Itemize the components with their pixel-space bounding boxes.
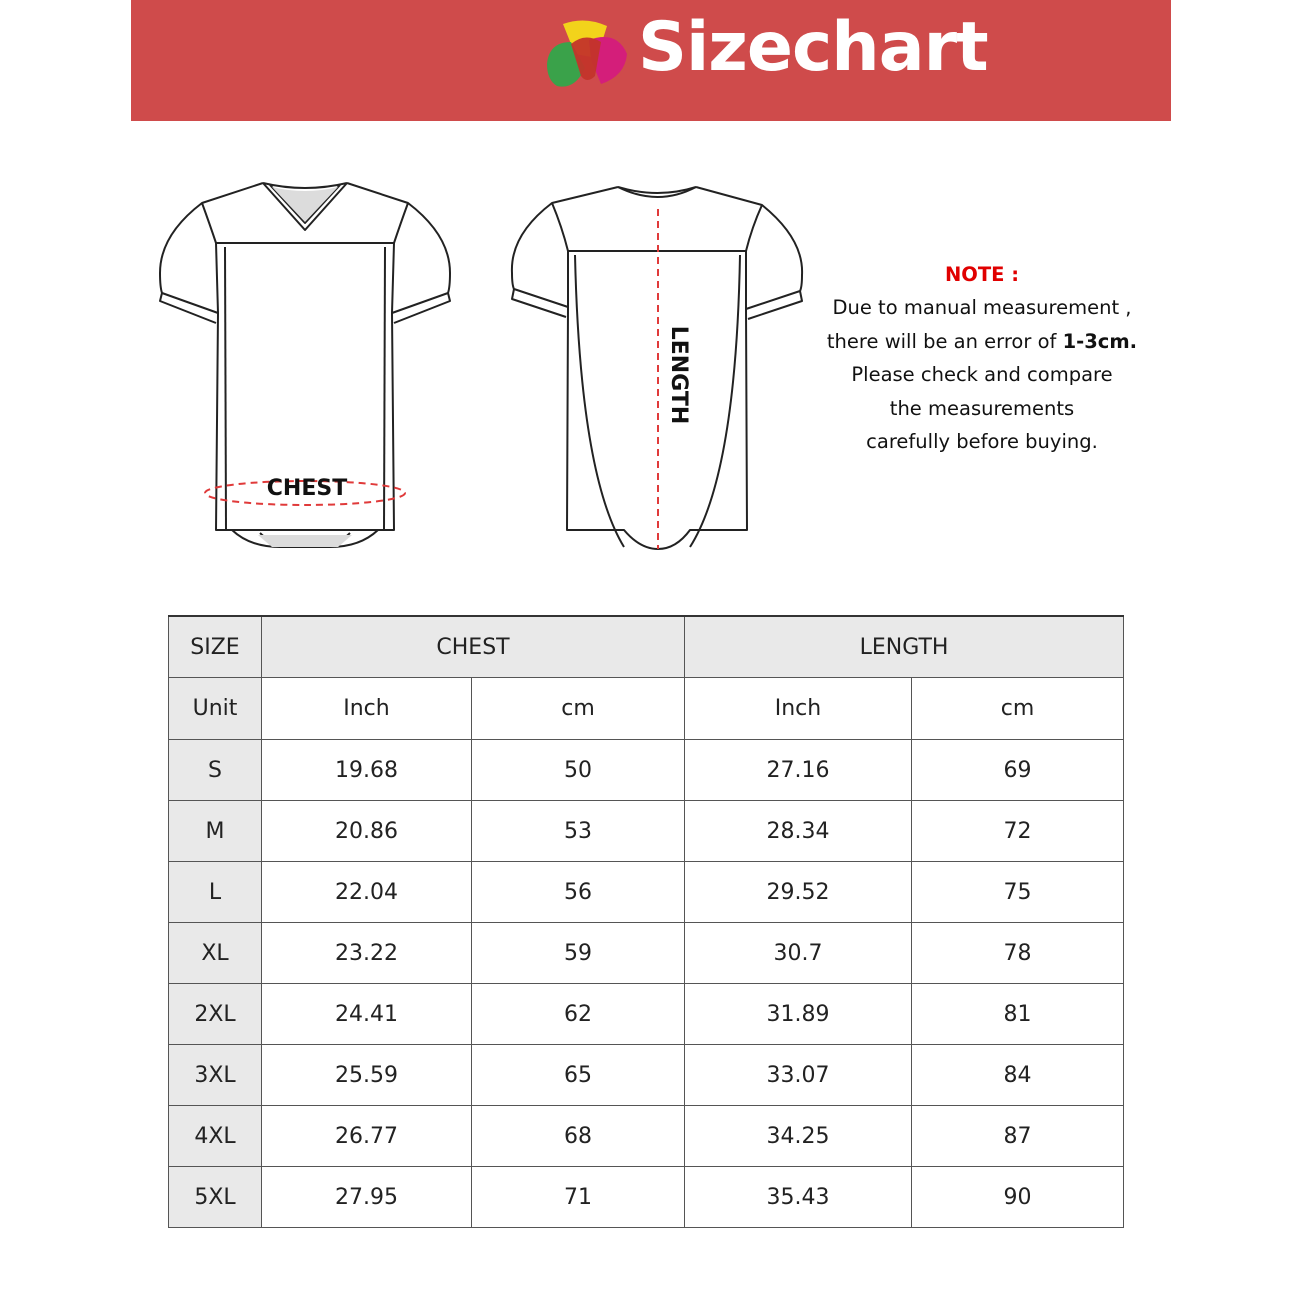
unit-chest-inch: Inch [262, 678, 472, 740]
cell-length-cm: 87 [912, 1106, 1124, 1167]
cell-chest-cm: 68 [472, 1106, 685, 1167]
cell-length-inch: 35.43 [685, 1167, 912, 1228]
note-line-2-text: there will be an error of [826, 329, 1063, 353]
table-header-row [169, 616, 1124, 678]
cell-size: 4XL [169, 1106, 262, 1167]
length-measure-label: LENGTH [666, 325, 691, 425]
cell-size: 5XL [169, 1167, 262, 1228]
unit-length-inch: Inch [685, 678, 912, 740]
cell-length-inch: 28.34 [685, 801, 912, 862]
cell-size: 2XL [169, 984, 262, 1045]
cell-chest-cm: 65 [472, 1045, 685, 1106]
cell-chest-inch: 27.95 [262, 1167, 472, 1228]
cell-length-cm: 84 [912, 1045, 1124, 1106]
cell-length-cm: 78 [912, 923, 1124, 984]
table-row [169, 1045, 1124, 1106]
header-length: LENGTH [685, 616, 1124, 678]
table-row [169, 984, 1124, 1045]
note-line-4: the measurements [889, 396, 1075, 420]
measurement-note [822, 258, 1142, 458]
table-row [169, 1106, 1124, 1167]
cell-length-cm: 69 [912, 740, 1124, 801]
header-size: SIZE [169, 616, 262, 678]
cell-length-cm: 81 [912, 984, 1124, 1045]
header-chest: CHEST [262, 616, 685, 678]
cell-size: M [169, 801, 262, 862]
cell-chest-inch: 22.04 [262, 862, 472, 923]
unit-label: Unit [169, 678, 262, 740]
page-title: Sizechart [638, 8, 988, 87]
note-line-5: carefully before buying. [866, 430, 1098, 454]
cell-chest-inch: 19.68 [262, 740, 472, 801]
cell-chest-inch: 26.77 [262, 1106, 472, 1167]
cell-length-cm: 90 [912, 1167, 1124, 1228]
table-row [169, 862, 1124, 923]
cell-chest-cm: 56 [472, 862, 685, 923]
cell-length-inch: 33.07 [685, 1045, 912, 1106]
note-error-range: 1-3cm. [1062, 329, 1138, 353]
cell-chest-cm: 62 [472, 984, 685, 1045]
header-banner [131, 0, 1171, 121]
cell-length-inch: 34.25 [685, 1106, 912, 1167]
back-jersey-diagram [500, 175, 810, 560]
size-chart-table [168, 615, 1124, 1228]
table-row [169, 1167, 1124, 1228]
cell-size: S [169, 740, 262, 801]
cell-chest-inch: 24.41 [262, 984, 472, 1045]
unit-chest-cm: cm [472, 678, 685, 740]
table-row [169, 740, 1124, 801]
brand-logo-icon [545, 18, 629, 94]
cell-size: L [169, 862, 262, 923]
table-unit-row [169, 678, 1124, 740]
cell-size: 3XL [169, 1045, 262, 1106]
cell-chest-cm: 71 [472, 1167, 685, 1228]
front-jersey-diagram [150, 175, 460, 560]
note-line-3: Please check and compare [851, 363, 1113, 387]
note-title: NOTE : [944, 263, 1020, 286]
note-line-1: Due to manual measurement , [832, 296, 1132, 320]
cell-chest-inch: 20.86 [262, 801, 472, 862]
cell-length-inch: 27.16 [685, 740, 912, 801]
cell-length-inch: 30.7 [685, 923, 912, 984]
cell-chest-cm: 53 [472, 801, 685, 862]
cell-chest-inch: 23.22 [262, 923, 472, 984]
cell-chest-inch: 25.59 [262, 1045, 472, 1106]
cell-chest-cm: 50 [472, 740, 685, 801]
unit-length-cm: cm [912, 678, 1124, 740]
cell-length-inch: 31.89 [685, 984, 912, 1045]
table-row [169, 923, 1124, 984]
chest-measure-label: CHEST [266, 476, 348, 501]
note-line-2 [822, 325, 1142, 358]
cell-chest-cm: 59 [472, 923, 685, 984]
cell-size: XL [169, 923, 262, 984]
table-row [169, 801, 1124, 862]
cell-length-cm: 72 [912, 801, 1124, 862]
cell-length-cm: 75 [912, 862, 1124, 923]
cell-length-inch: 29.52 [685, 862, 912, 923]
